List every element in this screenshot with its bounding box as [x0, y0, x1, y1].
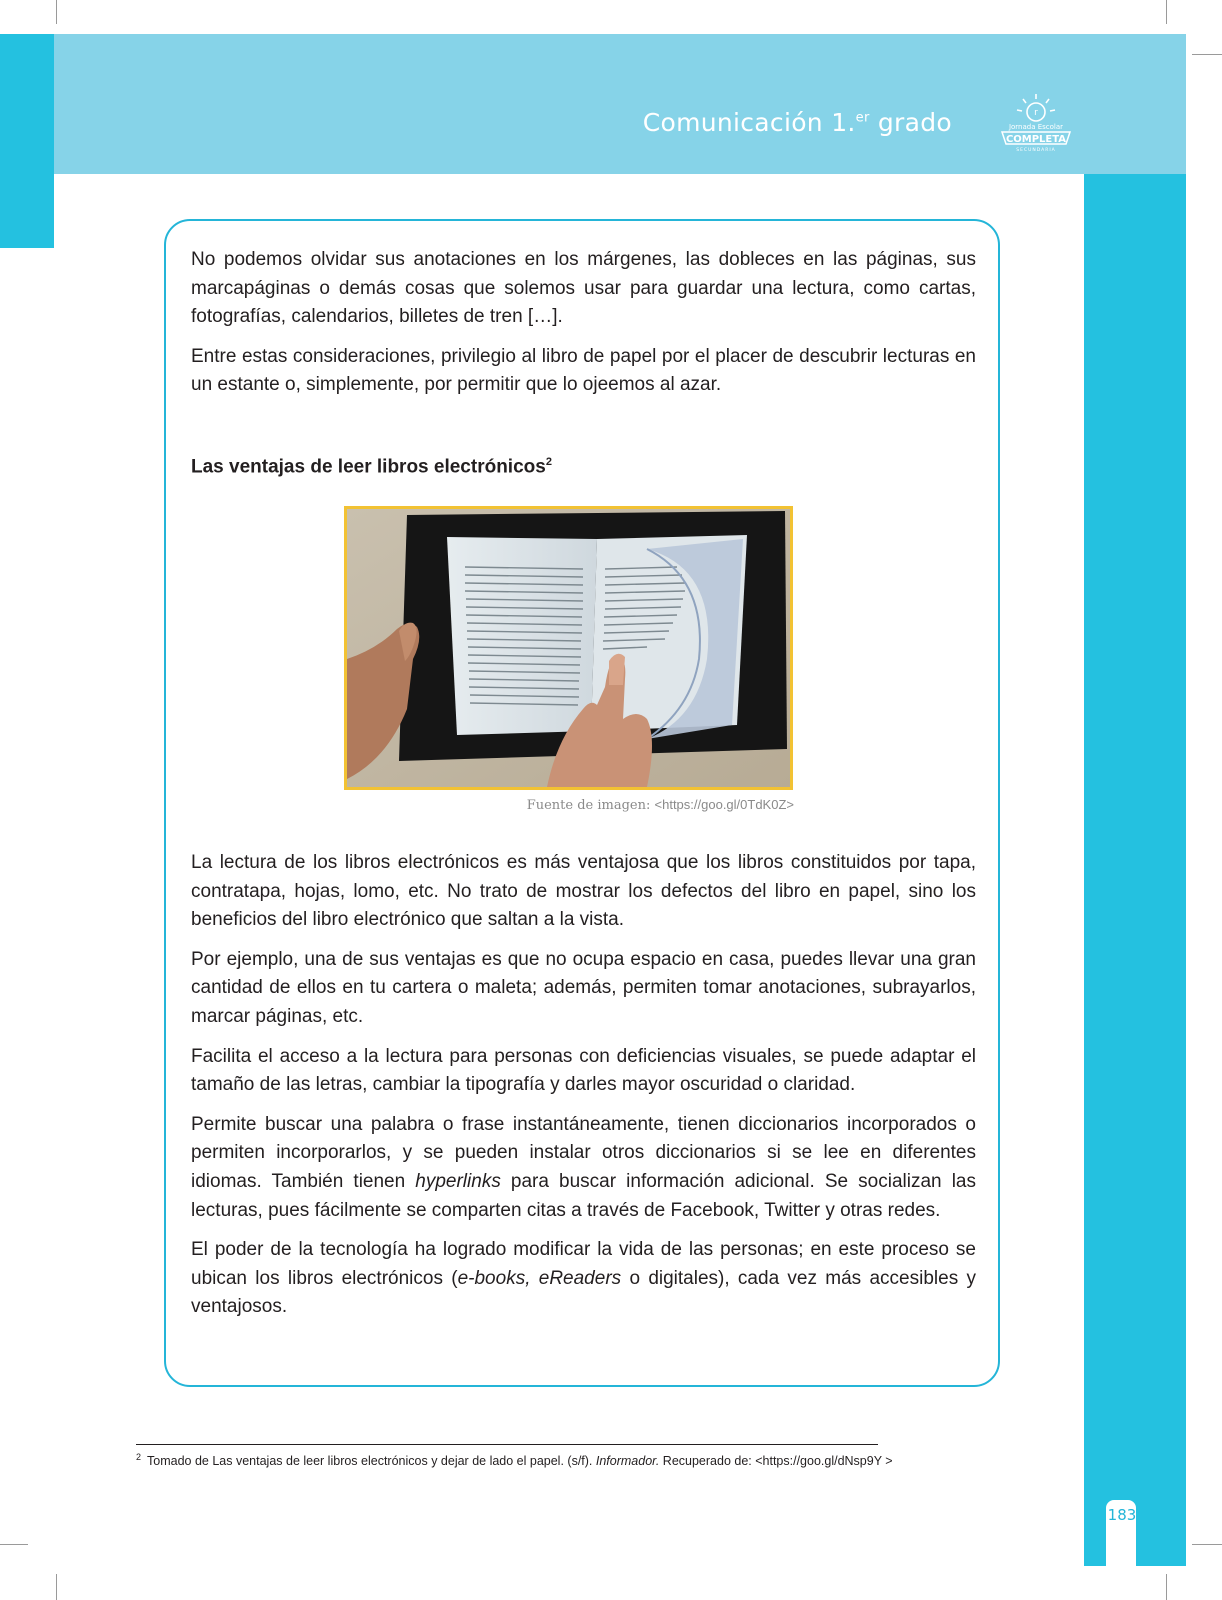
jornada-escolar-completa-logo — [996, 92, 1076, 154]
page-header-title: Comunicación 1.$^{er}$ grado — [642, 108, 952, 137]
crop-mark — [56, 1574, 57, 1600]
intro-paragraph: No podemos olvidar sus anotaciones en los márgenes, las dobleces en las páginas, sus marcapáginas o demás cosas que solemos usar para guardar una lectura, como cartas, fotografías, calendarios, billetes de tren […]. — [191, 249, 976, 328]
ebook-tablet-photo — [344, 506, 793, 790]
section-heading: Las ventajas de leer libros electrónicos$^2$ — [191, 456, 552, 478]
crop-mark — [1166, 0, 1167, 24]
body-paragraph: El poder de la tecnología ha logrado modificar la vida de las personas; en este proceso se ubican los libros electrónicos (e-books, eReaders o digitales), cada vez más accesibles y ventajosos. — [191, 1239, 976, 1318]
tablet-illustration — [347, 509, 790, 787]
page-number: 183 — [1107, 1506, 1137, 1524]
crop-mark — [1192, 1544, 1222, 1545]
body-paragraph: Facilita el acceso a la lectura para personas con deficiencias visuales, se puede adaptar el tamaño de las letras, cambiar la tipografía y darles mayor oscuridad o claridad. — [191, 1045, 976, 1096]
intro-paragraph: Entre estas consideraciones, privilegio al libro de papel por el placer de descubrir lecturas en un estante o, simplemente, por permitir que lo ojeemos al azar. — [191, 345, 976, 396]
body-paragraph: Permite buscar una palabra o frase instantáneamente, tienen diccionarios incorporados o permiten incorporarlos, y se pueden instalar otros diccionarios si se lee en diferentes idiomas. También tienen hyperlinks para buscar información adicional. Se socializan las lecturas, pues fácilmente se comparten citas a través de Facebook, Twitter y otras redes. — [191, 1113, 977, 1221]
body-text — [191, 849, 976, 1333]
svg-text:COMPLETA: COMPLETA — [1005, 134, 1067, 145]
image-source-caption: Fuente de imagen: <https://goo.gl/0TdK0Z> — [526, 797, 794, 813]
footnote: $^2$ Tomado de Las ventajas de leer libros electrónicos y dejar de lado el papel. (s/f). Informador. Recuperado de: <https://goo.gl/dNsp9Y > — [136, 1452, 893, 1469]
svg-text:Jornada Escolar: Jornada Escolar — [1008, 123, 1064, 131]
footnote-rule — [136, 1444, 878, 1445]
crop-mark — [1192, 54, 1222, 55]
crop-mark — [0, 1544, 28, 1545]
svg-text:SECUNDARIA: SECUNDARIA — [1016, 148, 1056, 153]
intro-text — [191, 246, 976, 411]
crop-mark — [1166, 1574, 1167, 1600]
right-color-column — [1084, 174, 1186, 1566]
body-paragraph: La lectura de los libros electrónicos es más ventajosa que los libros constituidos por tapa, contratapa, hojas, lomo, etc. No trato de mostrar los defectos del libro en papel, sino los beneficios del libro electrónico que saltan a la vista. — [191, 852, 976, 931]
svg-text:r: r — [1034, 108, 1038, 118]
body-paragraph: Por ejemplo, una de sus ventajas es que no ocupa espacio en casa, puedes llevar una gran cantidad de ellos en tu cartera o maleta; además, permiten tomar anotaciones, subrayarlos, marcar páginas, etc. — [191, 948, 976, 1027]
left-color-tab — [0, 34, 54, 248]
crop-mark — [56, 0, 57, 24]
